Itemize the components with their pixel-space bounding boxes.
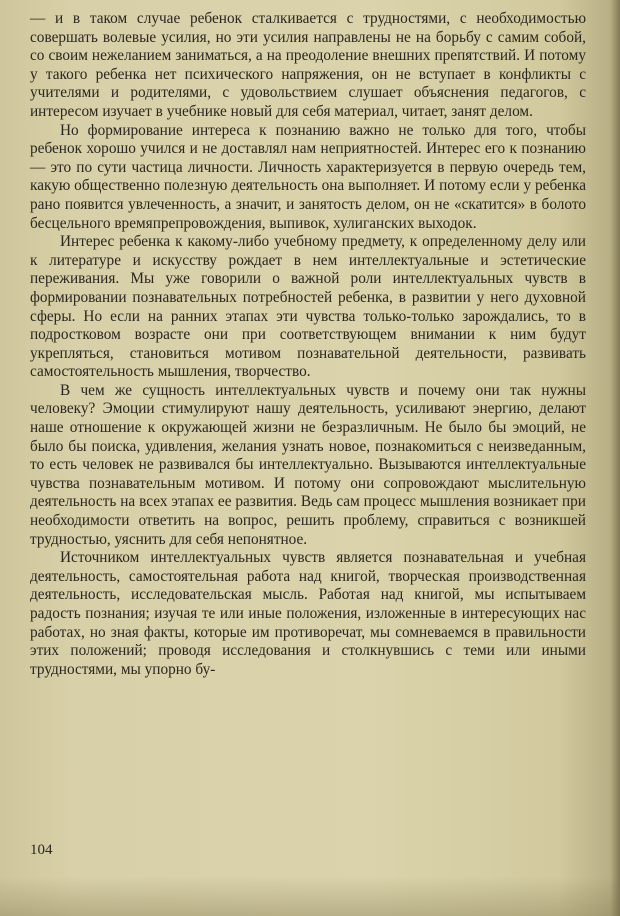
paragraph: — и в таком случае ребенок сталкивается с трудностями, с необходимостью совершать волевые усилия, но эти усилия направлены не на борьбу с самим собой, со своим нежеланием заниматься, а на преодоление внешних препятствий. И потому у такого ребенка нет психического напряжения, он не вступает в конфликты с учителями и родителями, с удовольствием слушает объяснения педагогов, с интересом изучает в учебнике новый для себя материал, читает, занят делом. xyxy=(30,10,586,120)
paragraph: Но формирование интереса к познанию важно не только для того, чтобы ребенок хорошо учился и не доставлял нам неприятностей. Интерес его к познанию — это по сути частица личности. Личность характеризуется в первую очередь тем, какую общественно полезную деятельность она выполняет. И потому если у ребенка рано появится увлеченность, а значит, и занятость делом, он не «скатится» в болото бесцельного времяпрепровождения, выпивок, хулиганских выходок. xyxy=(30,121,586,232)
paragraph: В чем же сущность интеллектуальных чувств и почему они так нужны человеку? Эмоции стимулируют нашу деятельность, усиливают энергию, делают наше отношение к окружающей жизни не безразличным. Не было бы эмоций, не было бы поиска, удивления, желания узнать новое, познакомиться с неизведанным, то есть человек не развивался бы интеллектуально. Вызываются интеллектуальные чувства познавательным мотивом. И потому они сопровождают мыслительную деятельность на всех этапах ее развития. Ведь сам процесс мышления возникает при необходимости ответить на вопрос, решить проблему, справиться с возникшей трудностью, уяснить для себя непонятное. xyxy=(30,381,586,548)
page-number: 104 xyxy=(30,842,53,858)
page-bottom-shadow xyxy=(0,876,620,916)
paragraph: Источником интеллектуальных чувств является познавательная и учебная деятельность, самостоятельная работа над книгой, творческая производственная деятельность, исследовательская мысль. Работая над книгой, мы испытываем радость познания; изучая те или иные положения, изложенные в интересующих нас работах, но зная факты, которые им противоречат, мы сомневаемся в правильности этих положений; проводя исследования и столкнувшись с теми или иными трудностями, мы упорно бу- xyxy=(30,549,586,678)
body-text xyxy=(30,10,586,679)
book-spine-shadow xyxy=(610,0,620,916)
paragraph: Интерес ребенка к какому-либо учебному предмету, к определенному делу или к литературе и искусству рождает в нем интеллектуальные и эстетические переживания. Мы уже говорили о важной роли интеллектуальных чувств в формировании познавательных потребностей ребенка, в развитии у него духовной сферы. Но если на ранних этапах эти чувства только-только зарождались, то в подростковом возрасте они при соответствующем внимании к ним будут укрепляться, становиться мотивом познавательной деятельности, развивать самостоятельность мышления, творчество. xyxy=(30,233,586,381)
